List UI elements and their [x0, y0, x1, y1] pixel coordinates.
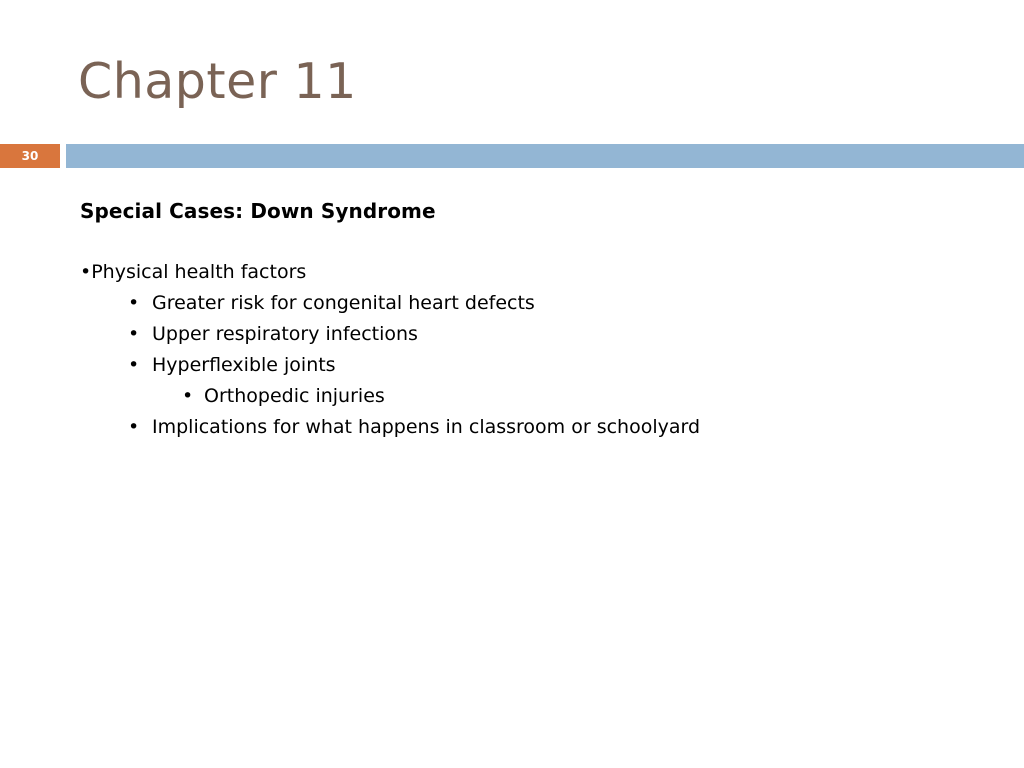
bullet-icon: •	[128, 292, 140, 314]
list-item	[80, 288, 980, 319]
bullet-icon: •	[128, 416, 140, 438]
list-item	[152, 381, 980, 412]
list-item	[80, 319, 980, 350]
sub-point-list	[80, 288, 980, 443]
section-heading: Special Cases: Down Syndrome	[80, 199, 436, 223]
list-item-text: Upper respiratory infections	[152, 323, 418, 345]
list-item-text: Orthopedic injuries	[204, 385, 385, 407]
main-point: •Physical health factors	[80, 261, 307, 283]
list-item	[80, 350, 980, 412]
slide-body	[80, 196, 980, 443]
bullet-icon: •	[182, 385, 194, 407]
nested-list	[152, 381, 980, 412]
slide-number: 30	[0, 144, 60, 168]
slide-title: Chapter 11	[78, 53, 357, 110]
list-item-text: Implications for what happens in classroom or schoolyard	[152, 416, 701, 438]
list-item-text: Greater risk for congenital heart defects	[152, 292, 535, 314]
list-item	[80, 412, 980, 443]
list-item-text: Hyperflexible joints	[152, 354, 336, 376]
title-divider-band	[66, 144, 1024, 168]
bullet-icon: •	[128, 354, 140, 376]
bullet-icon: •	[128, 323, 140, 345]
